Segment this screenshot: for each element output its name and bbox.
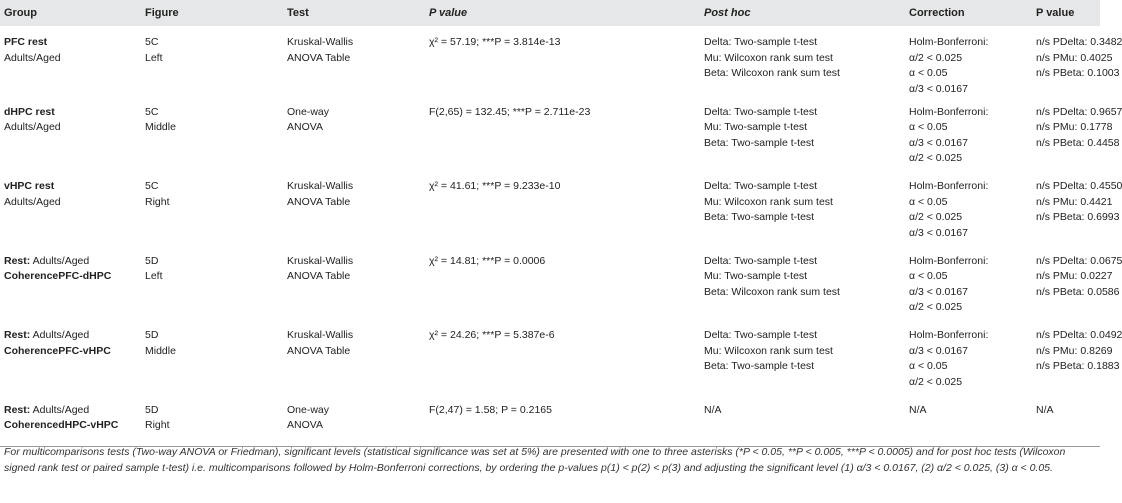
cell-correction-line: α < 0.05 (909, 67, 948, 79)
cell-pvalue2-line: n/s PMu: 0.4025 (1036, 51, 1113, 64)
header-test: Test (287, 6, 309, 19)
cell-figure-line: 5C (145, 36, 159, 48)
cell-test (283, 175, 425, 250)
cell-posthoc-line: Mu: Two-sample t-test (704, 121, 808, 133)
cell-pvalue2 (1032, 101, 1122, 176)
cell-figure-line: 5D (145, 403, 159, 416)
table-row (0, 101, 1100, 176)
cell-posthoc-line: Delta: Two-sample t-test (704, 254, 818, 267)
cell-pvalue2 (1032, 399, 1100, 447)
cell-group-line: vHPC rest (4, 180, 55, 192)
cell-test (283, 399, 425, 447)
cell-pvalue-line: χ² = 24.26; ***P = 5.387e-6 (429, 329, 555, 341)
cell-figure-line: Left (145, 270, 163, 282)
cell-group-line: CoherencePFC-vHPC (4, 344, 111, 357)
cell-figure-line: Middle (145, 121, 176, 133)
cell-correction-line: α < 0.05 (909, 121, 948, 133)
cell-figure-line: 5D (145, 329, 159, 341)
cell-test-line: Kruskal-Wallis (287, 329, 354, 341)
cell-test-line: ANOVA Table (287, 270, 351, 282)
cell-pvalue-line: F(2,65) = 132.45; ***P = 2.711e-23 (429, 105, 591, 118)
cell-posthoc-line: Delta: Two-sample t-test (704, 180, 818, 192)
cell-figure (141, 399, 283, 447)
cell-pvalue (425, 324, 700, 399)
cell-correction (905, 175, 1032, 250)
cell-posthoc (700, 26, 905, 101)
cell-figure (141, 26, 283, 101)
cell-group (0, 324, 141, 399)
cell-group-line: Adults/Aged (4, 121, 61, 133)
cell-group-line: PFC rest (4, 36, 48, 48)
cell-posthoc-line: Beta: Two-sample t-test (704, 136, 815, 149)
cell-pvalue2 (1032, 175, 1122, 250)
cell-figure-line: 5C (145, 180, 159, 192)
cell-test (283, 101, 425, 176)
cell-figure-line: 5C (145, 105, 159, 118)
cell-figure-line: Right (145, 195, 170, 208)
cell-pvalue2 (1032, 26, 1122, 101)
cell-pvalue2-line: n/s PDelta: 0.4550 (1036, 180, 1122, 192)
cell-correction-line: α < 0.05 (909, 195, 948, 208)
cell-group (0, 101, 141, 176)
header-group: Group (4, 6, 37, 19)
table-row (0, 324, 1100, 399)
table-row (0, 250, 1100, 325)
cell-group-line: Rest: Adults/Aged (4, 254, 90, 267)
table-footnote: For multicomparisons tests (Two-way ANOVA or Friedman), significant levels (statistical significance was set at 5%) are presented with one to three asterisks (*P < 0.05, **P < 0.005, ***P < 0.0005) and for post hoc tests (Wilcoxon signed rank test or paired sample t-test) i.e. multicomparisons followed by Holm-Bonferroni corrections, by ordering the p-values p(1) < p(2) < p(3) and adjusting the significant level (1) α/3 < 0.0167, (2) α/2 < 0.025, (3) α < 0.05. (4, 446, 1066, 474)
cell-pvalue-line: χ² = 57.19; ***P = 3.814e-13 (429, 36, 561, 48)
cell-pvalue2-line: n/s PDelta: 0.0675 (1036, 254, 1122, 267)
cell-group (0, 26, 141, 101)
cell-pvalue (425, 175, 700, 250)
cell-correction-line: Holm-Bonferroni: (909, 105, 989, 118)
cell-correction-line: α/3 < 0.0167 (909, 285, 968, 298)
cell-correction-line: Holm-Bonferroni: (909, 180, 989, 192)
header-post-hoc: Post hoc (704, 6, 751, 19)
cell-pvalue-line: χ² = 41.61; ***P = 9.233e-10 (429, 180, 561, 192)
cell-figure-line: 5D (145, 254, 159, 267)
cell-posthoc-line: Mu: Wilcoxon rank sum test (704, 344, 833, 357)
cell-group-line: CoherencePFC-dHPC (4, 270, 112, 282)
cell-test-line: ANOVA Table (287, 344, 351, 357)
cell-pvalue2-line: n/s PBeta: 0.4458 (1036, 136, 1120, 149)
cell-test-line: Kruskal-Wallis (287, 36, 354, 48)
header-row (0, 0, 1100, 26)
cell-test-line: Kruskal-Wallis (287, 254, 354, 267)
cell-pvalue (425, 399, 700, 447)
cell-figure-line: Middle (145, 344, 176, 357)
cell-correction-line: Holm-Bonferroni: (909, 254, 989, 267)
cell-posthoc-line: Beta: Wilcoxon rank sum test (704, 285, 840, 298)
cell-posthoc-line: Delta: Two-sample t-test (704, 36, 818, 48)
cell-posthoc-line: Beta: Two-sample t-test (704, 360, 815, 372)
cell-correction-line: α/3 < 0.0167 (909, 344, 968, 357)
cell-pvalue2-line: n/s PMu: 0.8269 (1036, 344, 1113, 357)
cell-posthoc (700, 399, 905, 447)
cell-pvalue2-line: n/s PDelta: 0.3482 (1036, 36, 1122, 48)
cell-correction (905, 26, 1032, 101)
table-body (0, 26, 1122, 447)
cell-posthoc (700, 324, 905, 399)
cell-group-line: CoherencedHPC-vHPC (4, 419, 119, 431)
cell-correction-line: Holm-Bonferroni: (909, 329, 989, 341)
cell-test-line: ANOVA Table (287, 51, 351, 64)
cell-pvalue2-line: n/s PMu: 0.0227 (1036, 270, 1113, 282)
cell-test (283, 324, 425, 399)
cell-correction-line: N/A (909, 403, 927, 416)
header-p-value: P value (429, 6, 468, 19)
cell-group-line: Adults/Aged (4, 195, 61, 208)
cell-test-line: Kruskal-Wallis (287, 180, 354, 192)
cell-pvalue2 (1032, 324, 1122, 399)
cell-figure (141, 250, 283, 325)
cell-test-line: ANOVA Table (287, 195, 351, 208)
cell-figure-line: Left (145, 51, 163, 64)
cell-correction (905, 250, 1032, 325)
cell-posthoc-line: N/A (704, 403, 722, 416)
cell-pvalue2-line: n/s PBeta: 0.6993 (1036, 211, 1120, 223)
cell-group-line: dHPC rest (4, 105, 55, 118)
cell-pvalue (425, 26, 700, 101)
cell-test-line: ANOVA (287, 121, 323, 133)
cell-correction-line: α/2 < 0.025 (909, 301, 963, 313)
cell-pvalue (425, 101, 700, 176)
cell-posthoc (700, 250, 905, 325)
cell-posthoc-line: Beta: Two-sample t-test (704, 211, 815, 223)
cell-correction-line: α/3 < 0.0167 (909, 136, 968, 149)
cell-posthoc-line: Beta: Wilcoxon rank sum test (704, 67, 840, 79)
cell-group (0, 399, 141, 447)
cell-correction (905, 324, 1032, 399)
cell-pvalue2-line: N/A (1036, 403, 1054, 416)
cell-group-line: Adults/Aged (4, 51, 61, 64)
cell-posthoc-line: Delta: Two-sample t-test (704, 105, 818, 118)
cell-group (0, 175, 141, 250)
header-p-value-2: P value (1036, 6, 1075, 19)
cell-posthoc-line: Mu: Wilcoxon rank sum test (704, 195, 833, 208)
cell-test (283, 250, 425, 325)
header-correction: Correction (909, 6, 965, 19)
cell-figure (141, 324, 283, 399)
cell-correction-line: α < 0.05 (909, 270, 948, 282)
cell-correction (905, 399, 1032, 447)
cell-posthoc (700, 175, 905, 250)
cell-pvalue2 (1032, 250, 1122, 325)
cell-pvalue2-line: n/s PDelta: 0.9657 (1036, 105, 1122, 118)
cell-figure (141, 101, 283, 176)
cell-correction-line: α/2 < 0.025 (909, 211, 963, 223)
cell-correction-line: α/3 < 0.0167 (909, 226, 968, 239)
cell-pvalue2-line: n/s PBeta: 0.1883 (1036, 360, 1120, 372)
cell-posthoc-line: Mu: Wilcoxon rank sum test (704, 51, 833, 64)
cell-correction-line: α/2 < 0.025 (909, 152, 963, 164)
cell-correction-line: α/2 < 0.025 (909, 375, 963, 388)
cell-test-line: One-way (287, 403, 330, 416)
cell-figure-line: Right (145, 419, 170, 431)
cell-correction (905, 101, 1032, 176)
cell-test-line: ANOVA (287, 419, 323, 431)
cell-group (0, 250, 141, 325)
cell-posthoc-line: Mu: Two-sample t-test (704, 270, 808, 282)
header-figure: Figure (145, 6, 179, 19)
cell-pvalue (425, 250, 700, 325)
cell-pvalue2-line: n/s PMu: 0.1778 (1036, 121, 1113, 133)
cell-pvalue-line: χ² = 14.81; ***P = 0.0006 (429, 254, 546, 267)
cell-pvalue2-line: n/s PMu: 0.4421 (1036, 195, 1113, 208)
table-row (0, 175, 1100, 250)
cell-group-line: Rest: Adults/Aged (4, 403, 90, 416)
cell-figure (141, 175, 283, 250)
cell-correction-line: Holm-Bonferroni: (909, 36, 989, 48)
table-row (0, 26, 1100, 101)
cell-pvalue2-line: n/s PDelta: 0.0492 (1036, 329, 1122, 341)
cell-posthoc (700, 101, 905, 176)
cell-test-line: One-way (287, 105, 330, 118)
cell-pvalue2-line: n/s PBeta: 0.1003 (1036, 67, 1120, 79)
cell-posthoc-line: Delta: Two-sample t-test (704, 329, 818, 341)
cell-correction-line: α/2 < 0.025 (909, 51, 963, 64)
cell-pvalue-line: F(2,47) = 1.58; P = 0.2165 (429, 403, 552, 416)
cell-correction-line: α < 0.05 (909, 360, 948, 372)
cell-group-line: Rest: Adults/Aged (4, 329, 90, 341)
cell-pvalue2-line: n/s PBeta: 0.0586 (1036, 285, 1120, 298)
table-row (0, 399, 1100, 447)
cell-test (283, 26, 425, 101)
cell-correction-line: α/3 < 0.0167 (909, 82, 968, 95)
